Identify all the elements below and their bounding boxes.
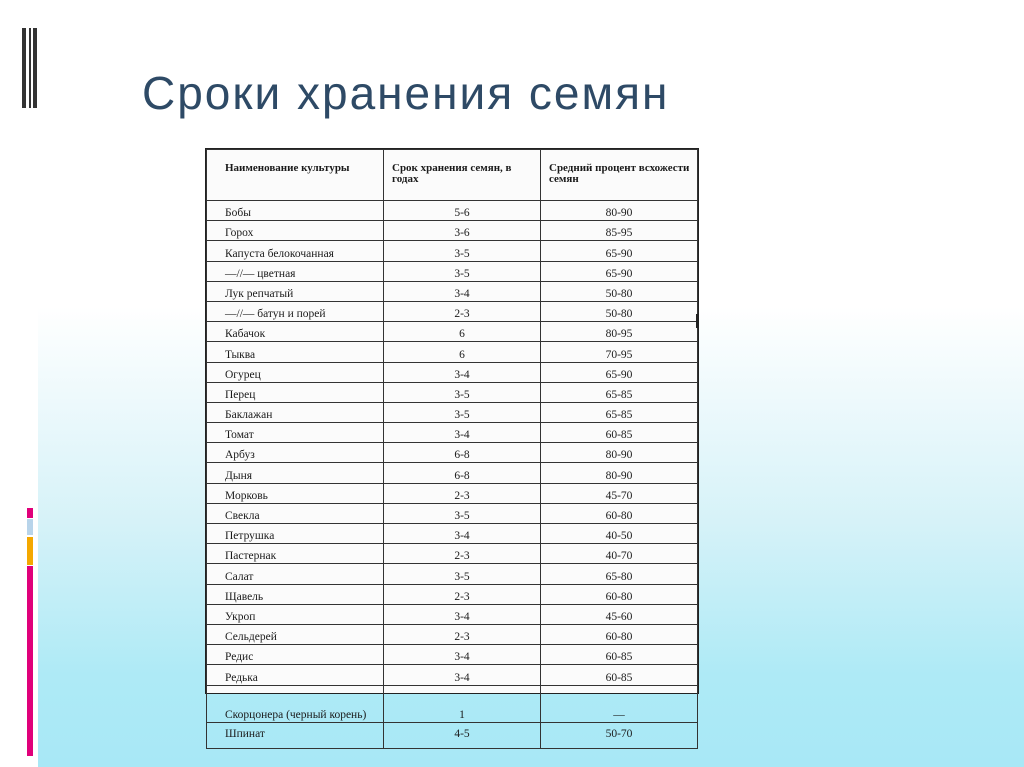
table-row — [207, 665, 698, 685]
table-row — [207, 281, 698, 301]
table-row — [207, 301, 698, 321]
cell-germination-percent: 80-90 — [541, 443, 698, 463]
table-row — [207, 362, 698, 382]
table-row — [207, 685, 698, 722]
cell-storage-years: 3-4 — [384, 645, 541, 665]
header-germination-percent: Средний процент всхожести семян — [541, 150, 698, 201]
cell-storage-years: 6-8 — [384, 443, 541, 463]
cell-germination-percent: 85-95 — [541, 221, 698, 241]
cell-germination-percent: 60-80 — [541, 624, 698, 644]
cell-storage-years: 3-4 — [384, 665, 541, 685]
cell-storage-years: 3-5 — [384, 402, 541, 422]
cell-germination-percent: 45-60 — [541, 604, 698, 624]
cell-storage-years: 2-3 — [384, 483, 541, 503]
cell-crop-name: Щавель — [207, 584, 384, 604]
cell-germination-percent: 80-95 — [541, 322, 698, 342]
table-row — [207, 342, 698, 362]
table-row — [207, 261, 698, 281]
cell-germination-percent: 45-70 — [541, 483, 698, 503]
cell-crop-name: Салат — [207, 564, 384, 584]
cell-storage-years: 3-5 — [384, 503, 541, 523]
accent-bar-magenta — [27, 566, 33, 756]
cell-germination-percent: 65-85 — [541, 402, 698, 422]
table-row — [207, 423, 698, 443]
cell-crop-name: Арбуз — [207, 443, 384, 463]
cell-storage-years: 6 — [384, 322, 541, 342]
table-row — [207, 544, 698, 564]
slide-title: Сроки хранения семян — [142, 67, 670, 119]
table-row — [207, 483, 698, 503]
cell-germination-percent: — — [541, 685, 698, 722]
cell-germination-percent: 65-80 — [541, 564, 698, 584]
cell-storage-years: 3-4 — [384, 423, 541, 443]
accent-bar-lightblue — [27, 519, 33, 535]
cell-storage-years: 6-8 — [384, 463, 541, 483]
cell-crop-name: Перец — [207, 382, 384, 402]
cell-storage-years: 5-6 — [384, 201, 541, 221]
table-row — [207, 463, 698, 483]
table-row — [207, 322, 698, 342]
cell-germination-percent: 80-90 — [541, 201, 698, 221]
cell-storage-years: 2-3 — [384, 584, 541, 604]
table-header-row — [207, 150, 698, 201]
cell-germination-percent: 40-50 — [541, 524, 698, 544]
cell-crop-name: Редька — [207, 665, 384, 685]
cell-crop-name: —//— цветная — [207, 261, 384, 281]
cell-storage-years: 4-5 — [384, 722, 541, 748]
table-row — [207, 503, 698, 523]
cell-germination-percent: 60-80 — [541, 584, 698, 604]
cell-storage-years: 3-6 — [384, 221, 541, 241]
cell-storage-years: 6 — [384, 342, 541, 362]
decorative-bars — [22, 28, 38, 108]
cell-crop-name: Петрушка — [207, 524, 384, 544]
cell-crop-name: Баклажан — [207, 402, 384, 422]
cell-germination-percent: 60-80 — [541, 503, 698, 523]
table-row — [207, 241, 698, 261]
cell-storage-years: 2-3 — [384, 301, 541, 321]
cell-germination-percent: 50-70 — [541, 722, 698, 748]
cell-crop-name: Капуста белокочанная — [207, 241, 384, 261]
table-row — [207, 645, 698, 665]
cell-crop-name: Бобы — [207, 201, 384, 221]
cell-germination-percent: 65-90 — [541, 241, 698, 261]
table-row — [207, 584, 698, 604]
cell-storage-years: 3-4 — [384, 281, 541, 301]
cell-storage-years: 3-5 — [384, 241, 541, 261]
cell-storage-years: 3-5 — [384, 382, 541, 402]
table-row — [207, 604, 698, 624]
cell-crop-name: Свекла — [207, 503, 384, 523]
table-row — [207, 722, 698, 748]
cell-crop-name: Томат — [207, 423, 384, 443]
cell-crop-name: Редис — [207, 645, 384, 665]
header-crop-name: Наименование культуры — [207, 150, 384, 201]
cell-crop-name: Лук репчатый — [207, 281, 384, 301]
table-row — [207, 382, 698, 402]
cell-storage-years: 3-4 — [384, 524, 541, 544]
cell-crop-name: Тыква — [207, 342, 384, 362]
cell-crop-name: —//— батун и порей — [207, 301, 384, 321]
cell-crop-name: Укроп — [207, 604, 384, 624]
accent-bar-magenta-top — [27, 508, 33, 518]
cell-germination-percent: 50-80 — [541, 301, 698, 321]
stray-mark — [696, 314, 698, 328]
cell-germination-percent: 60-85 — [541, 645, 698, 665]
seed-storage-table — [205, 148, 699, 740]
cell-germination-percent: 65-90 — [541, 362, 698, 382]
cell-crop-name: Сельдерей — [207, 624, 384, 644]
table-row — [207, 624, 698, 644]
header-storage-years: Срок хранения семян, в годах — [384, 150, 541, 201]
cell-germination-percent: 60-85 — [541, 665, 698, 685]
cell-crop-name: Пастернак — [207, 544, 384, 564]
cell-crop-name: Огурец — [207, 362, 384, 382]
cell-crop-name: Горох — [207, 221, 384, 241]
cell-germination-percent: 40-70 — [541, 544, 698, 564]
table-row — [207, 201, 698, 221]
cell-storage-years: 3-4 — [384, 604, 541, 624]
cell-storage-years: 2-3 — [384, 624, 541, 644]
cell-germination-percent: 65-90 — [541, 261, 698, 281]
accent-bar-orange — [27, 537, 33, 565]
cell-crop-name: Кабачок — [207, 322, 384, 342]
cell-storage-years: 3-5 — [384, 261, 541, 281]
table-row — [207, 564, 698, 584]
cell-germination-percent: 70-95 — [541, 342, 698, 362]
cell-storage-years: 2-3 — [384, 544, 541, 564]
cell-germination-percent: 50-80 — [541, 281, 698, 301]
table-row — [207, 443, 698, 463]
cell-germination-percent: 80-90 — [541, 463, 698, 483]
cell-storage-years: 3-4 — [384, 362, 541, 382]
table-row — [207, 524, 698, 544]
cell-storage-years: 1 — [384, 685, 541, 722]
cell-germination-percent: 65-85 — [541, 382, 698, 402]
cell-germination-percent: 60-85 — [541, 423, 698, 443]
cell-crop-name: Морковь — [207, 483, 384, 503]
table-row — [207, 221, 698, 241]
cell-storage-years: 3-5 — [384, 564, 541, 584]
table-row — [207, 402, 698, 422]
cell-crop-name: Дыня — [207, 463, 384, 483]
cell-crop-name: Скорцонера (черный корень) — [207, 685, 384, 722]
cell-crop-name: Шпинат — [207, 722, 384, 748]
